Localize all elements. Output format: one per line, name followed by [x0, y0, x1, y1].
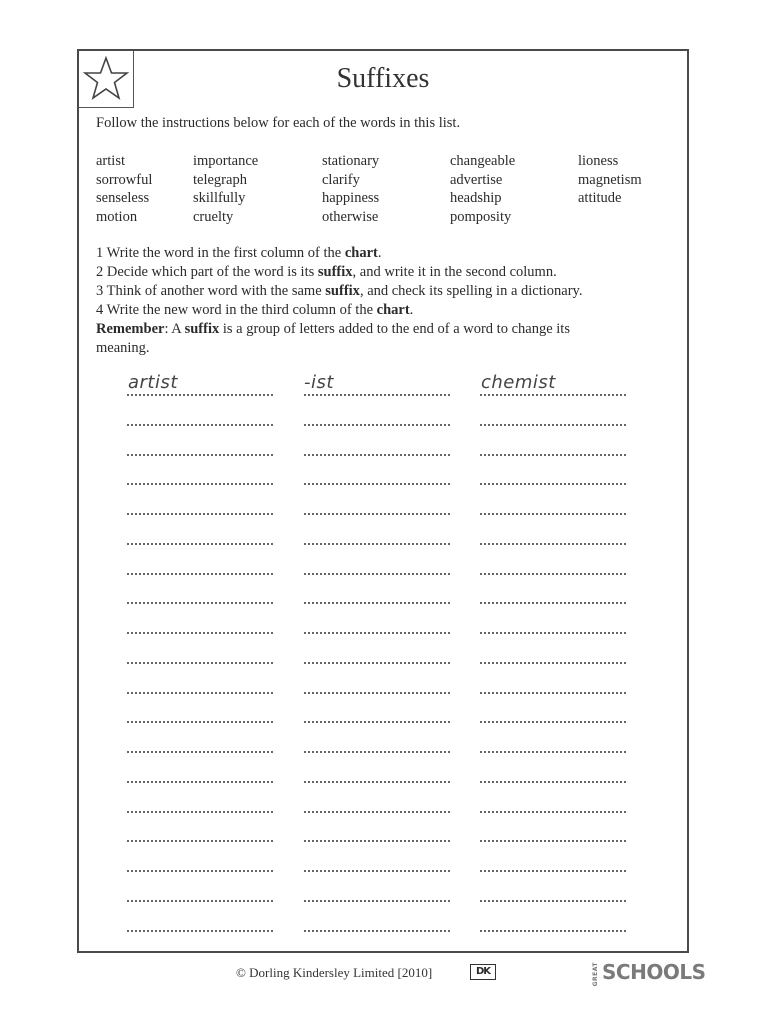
word-item: sorrowful	[96, 171, 153, 188]
write-line[interactable]	[304, 543, 450, 545]
word-item: motion	[96, 209, 138, 226]
write-line[interactable]	[480, 781, 626, 783]
example-suffix: -ist	[304, 372, 334, 393]
write-line[interactable]	[480, 840, 626, 842]
write-line[interactable]	[480, 751, 626, 753]
write-line[interactable]	[480, 930, 626, 932]
word-item: cruelty	[193, 209, 234, 226]
word-item: skillfully	[193, 190, 246, 207]
word-item: headship	[450, 190, 502, 207]
copyright-text: © Dorling Kindersley Limited [2010]	[236, 965, 433, 980]
write-line[interactable]	[480, 483, 626, 485]
write-line[interactable]	[480, 632, 626, 634]
write-line[interactable]	[304, 513, 450, 515]
word-column-5	[578, 152, 642, 208]
write-line[interactable]	[127, 543, 273, 545]
word-column-1	[96, 152, 152, 227]
word-item: advertise	[450, 171, 503, 188]
logo-schools-text: SCHOOLS	[602, 960, 706, 984]
write-line[interactable]	[304, 394, 450, 396]
write-line[interactable]	[304, 870, 450, 872]
write-line[interactable]	[480, 721, 626, 723]
write-line[interactable]	[304, 840, 450, 842]
write-line[interactable]	[127, 840, 273, 842]
write-line[interactable]	[304, 811, 450, 813]
word-item: senseless	[96, 190, 150, 207]
write-line[interactable]	[127, 573, 273, 575]
word-item: telegraph	[193, 171, 247, 188]
write-line[interactable]	[480, 662, 626, 664]
instruction-step-1: 1 Write the word in the first column of the chart.	[96, 245, 382, 261]
example-word: artist	[128, 372, 178, 393]
word-item: happiness	[322, 190, 380, 207]
word-item: artist	[96, 153, 125, 169]
instruction-step-3: 3 Think of another word with the same suffix, and check its spelling in a dictionary.	[96, 283, 583, 299]
word-item: pomposity	[450, 209, 512, 226]
instructions	[96, 244, 666, 358]
instruction-step-4: 4 Write the new word in the third column of the chart.	[96, 302, 414, 318]
write-line[interactable]	[127, 721, 273, 723]
word-item: otherwise	[322, 209, 379, 226]
write-line[interactable]	[480, 900, 626, 902]
instruction-step-2: 2 Decide which part of the word is its suffix, and write it in the second column.	[96, 264, 557, 280]
write-line[interactable]	[304, 930, 450, 932]
word-column-2	[193, 152, 258, 227]
write-line[interactable]	[127, 870, 273, 872]
write-line[interactable]	[480, 870, 626, 872]
page-title: Suffixes	[336, 63, 430, 94]
word-item: clarify	[322, 171, 360, 188]
write-line[interactable]	[304, 632, 450, 634]
write-line[interactable]	[127, 513, 273, 515]
remember-note: Remember: A suffix is a group of letters added to the end of a word to change its meaning.	[96, 321, 570, 356]
write-line[interactable]	[480, 543, 626, 545]
write-line[interactable]	[127, 751, 273, 753]
word-column-4	[450, 152, 515, 227]
write-line[interactable]	[127, 483, 273, 485]
write-line[interactable]	[127, 394, 273, 396]
write-line[interactable]	[480, 573, 626, 575]
write-line[interactable]	[304, 781, 450, 783]
write-line[interactable]	[304, 721, 450, 723]
write-line[interactable]	[480, 692, 626, 694]
write-line[interactable]	[304, 424, 450, 426]
example-new-word: chemist	[481, 372, 556, 393]
write-line[interactable]	[304, 662, 450, 664]
write-line[interactable]	[127, 900, 273, 902]
write-line[interactable]	[127, 692, 273, 694]
write-line[interactable]	[127, 632, 273, 634]
write-line[interactable]	[304, 751, 450, 753]
write-line[interactable]	[304, 454, 450, 456]
word-item: attitude	[578, 190, 622, 207]
word-item: importance	[193, 153, 259, 169]
write-line[interactable]	[127, 930, 273, 932]
word-item: magnetism	[578, 171, 642, 188]
write-line[interactable]	[480, 811, 626, 813]
dk-logo: DK	[470, 964, 496, 980]
write-line[interactable]	[127, 781, 273, 783]
logo-great-text: GREAT	[592, 962, 599, 987]
write-line[interactable]	[480, 424, 626, 426]
write-line[interactable]	[127, 602, 273, 604]
write-line[interactable]	[304, 573, 450, 575]
write-line[interactable]	[127, 811, 273, 813]
word-item: changeable	[450, 153, 516, 169]
write-line[interactable]	[127, 454, 273, 456]
write-line[interactable]	[304, 602, 450, 604]
write-line[interactable]	[304, 483, 450, 485]
word-item: lioness	[578, 153, 619, 169]
word-item: stationary	[322, 153, 380, 169]
write-line[interactable]	[480, 602, 626, 604]
write-line[interactable]	[304, 692, 450, 694]
intro-text: Follow the instructions below for each of the words in this list.	[96, 115, 461, 131]
write-line[interactable]	[127, 662, 273, 664]
write-line[interactable]	[480, 454, 626, 456]
write-line[interactable]	[304, 900, 450, 902]
write-line[interactable]	[127, 424, 273, 426]
word-column-3	[322, 152, 379, 227]
write-line[interactable]	[480, 394, 626, 396]
write-line[interactable]	[480, 513, 626, 515]
worksheet-frame	[77, 49, 689, 953]
